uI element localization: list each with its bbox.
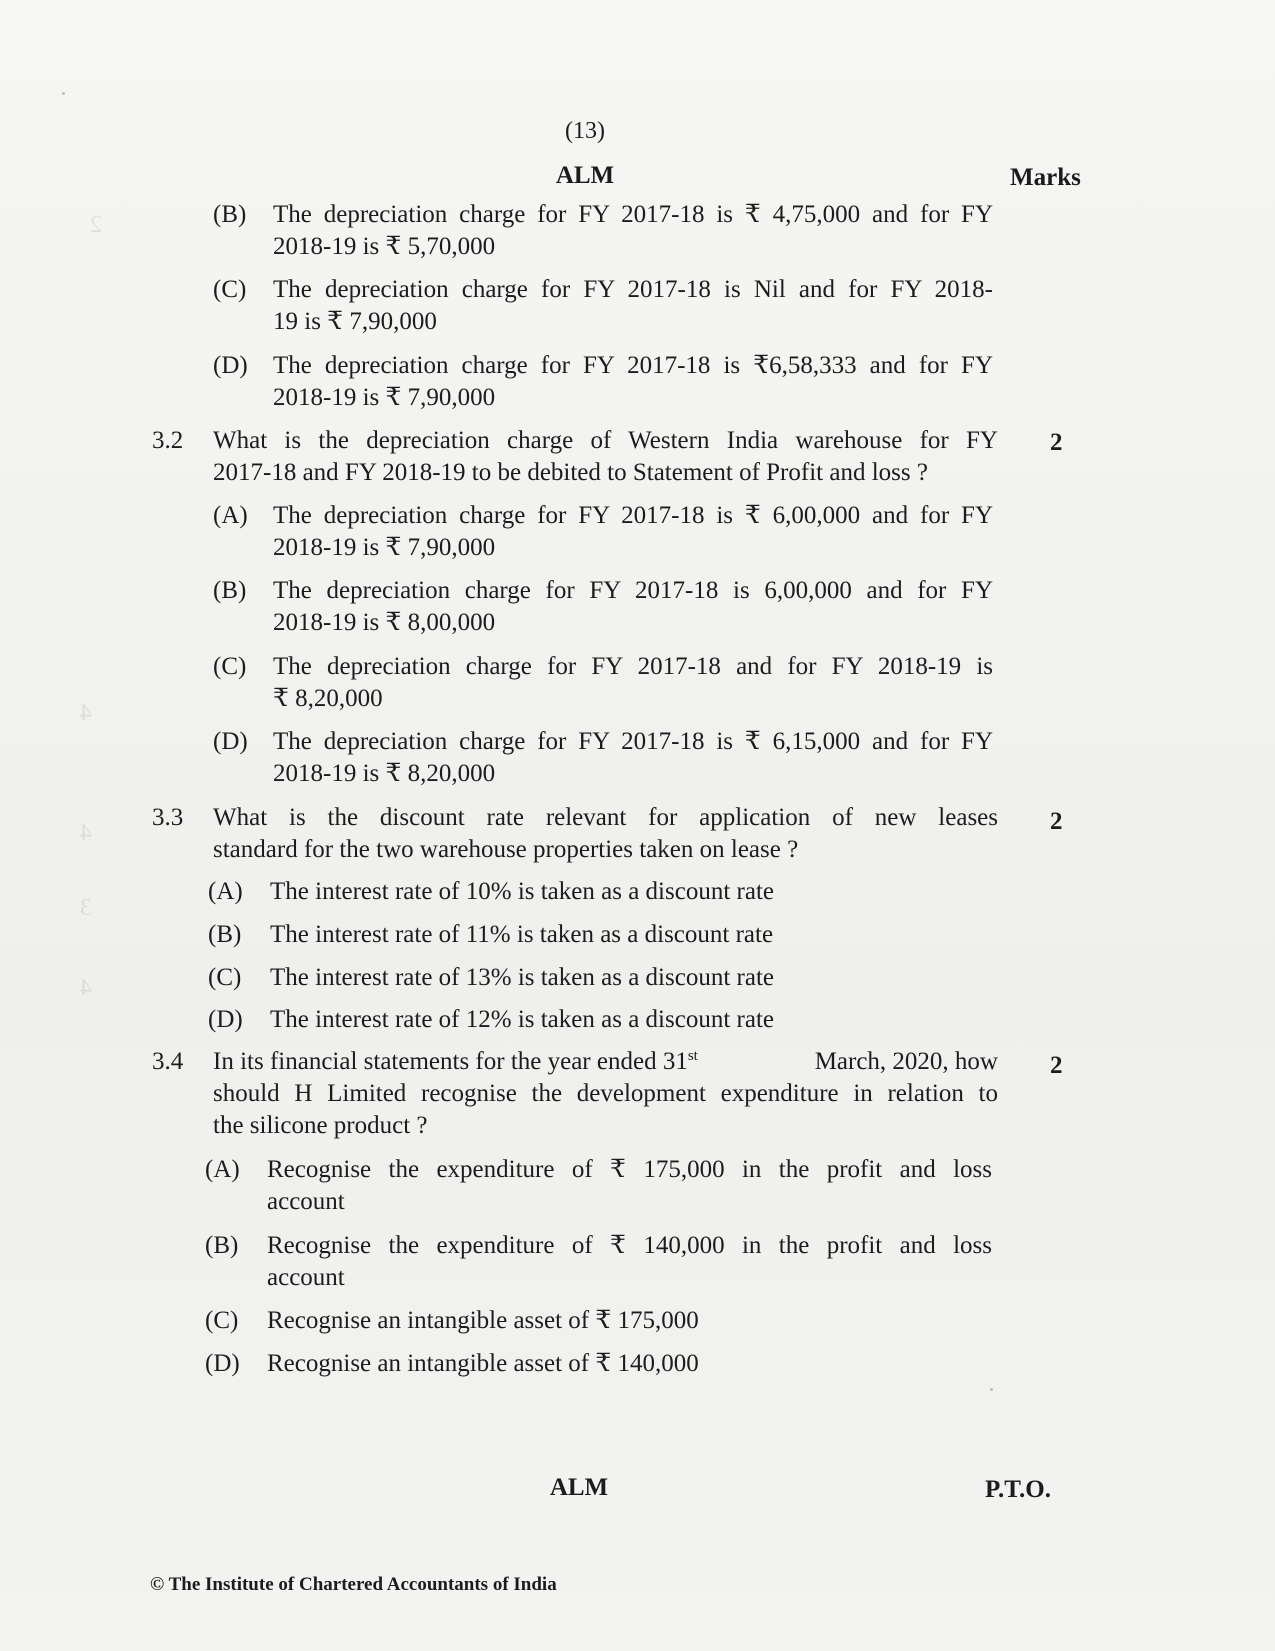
scan-speck [62,92,65,95]
option-text-continued: 19 is ₹ 7,90,000 [273,308,437,335]
option-text-continued: 2018-19 is ₹ 7,90,000 [273,534,496,561]
question-marks: 2 [1050,808,1063,835]
ordinal-suffix: st [687,1048,698,1064]
question-marks: 2 [1050,1052,1063,1079]
question-text-trail: March, 2020, how [814,1048,998,1075]
option-text: Recognise the expenditure of ₹ 175,000 in the profit and loss [267,1156,992,1183]
option-label: (C) [213,653,247,680]
option-text: The interest rate of 13% is taken as a discount rate [270,964,774,991]
question-text-continued: standard for the two warehouse properties taken on lease ? [213,836,799,863]
question-text-lead: In its financial statements for the year ended 31 [213,1048,688,1075]
option-text: Recognise the expenditure of ₹ 140,000 in the profit and loss [267,1232,992,1259]
option-label: (B) [213,577,247,604]
footer-paper-code: ALM [549,1474,609,1501]
option-text-continued: 2018-19 is ₹ 8,20,000 [273,760,496,787]
option-text: The depreciation charge for FY 2017-18 is ₹ 6,15,000 and for FY [273,728,993,755]
show-through-text: 4 [80,700,92,726]
option-label: (A) [213,502,248,529]
option-label: (D) [213,728,248,755]
option-label: (C) [205,1307,239,1334]
option-text: The depreciation charge for FY 2017-18 is ₹ 4,75,000 and for FY [273,201,993,228]
option-label: (A) [208,878,243,905]
option-text: The interest rate of 11% is taken as a discount rate [270,921,774,948]
show-through-text: 2 [90,212,102,238]
question-text-continued: 2017-18 and FY 2018-19 to be debited to Statement of Profit and loss ? [213,459,928,486]
option-text: The depreciation charge for FY 2017-18 is ₹ 6,00,000 and for FY [273,502,993,529]
option-label: (B) [213,201,247,228]
question-text [213,1047,998,1077]
option-label: (D) [205,1350,240,1377]
question-text-continued: should H Limited recognise the development expenditure in relation to [213,1080,998,1107]
option-label: (D) [213,352,248,379]
option-label: (B) [208,921,242,948]
option-text-continued: 2018-19 is ₹ 8,00,000 [273,609,496,636]
option-label: (B) [205,1232,239,1259]
show-through-text: 4 [80,820,92,846]
show-through-text: 3 [80,895,92,921]
marks-column-heading: Marks [1010,164,1081,191]
question-number: 3.4 [152,1048,184,1075]
question-text: What is the depreciation charge of Western India warehouse for FY [213,427,998,454]
option-text: The depreciation charge for FY 2017-18 and for FY 2018-19 is [273,653,993,680]
option-text: The depreciation charge for FY 2017-18 is Nil and for FY 2018- [273,276,993,303]
option-label: (C) [208,964,242,991]
option-text: The interest rate of 10% is taken as a discount rate [270,878,774,905]
option-label: (A) [205,1156,240,1183]
option-text: The interest rate of 12% is taken as a discount rate [270,1006,774,1033]
question-text: What is the discount rate relevant for application of new leases [213,804,998,831]
option-text-continued: 2018-19 is ₹ 7,90,000 [273,384,496,411]
option-text: Recognise an intangible asset of ₹ 140,000 [267,1350,699,1377]
option-text: The depreciation charge for FY 2017-18 is ₹6,58,333 and for FY [273,352,993,379]
question-text-continued: the silicone product ? [213,1112,428,1139]
option-text-continued: 2018-19 is ₹ 5,70,000 [273,233,496,260]
option-text-continued: ₹ 8,20,000 [273,685,383,712]
question-number: 3.3 [152,804,184,831]
copyright-notice: © The Institute of Chartered Accountants of India [150,1574,557,1595]
option-text-continued: account [267,1264,345,1291]
header-paper-code: ALM [555,162,615,189]
please-turn-over: P.T.O. [985,1476,1051,1503]
option-label: (D) [208,1006,243,1033]
option-label: (C) [213,276,247,303]
question-number: 3.2 [152,427,184,454]
option-text-continued: account [267,1188,345,1215]
option-text: Recognise an intangible asset of ₹ 175,000 [267,1307,699,1334]
page-number: (13) [565,118,605,144]
question-marks: 2 [1050,429,1063,456]
scan-speck [990,1388,993,1391]
option-text: The depreciation charge for FY 2017-18 is 6,00,000 and for FY [273,577,993,604]
show-through-text: 4 [80,975,92,1001]
